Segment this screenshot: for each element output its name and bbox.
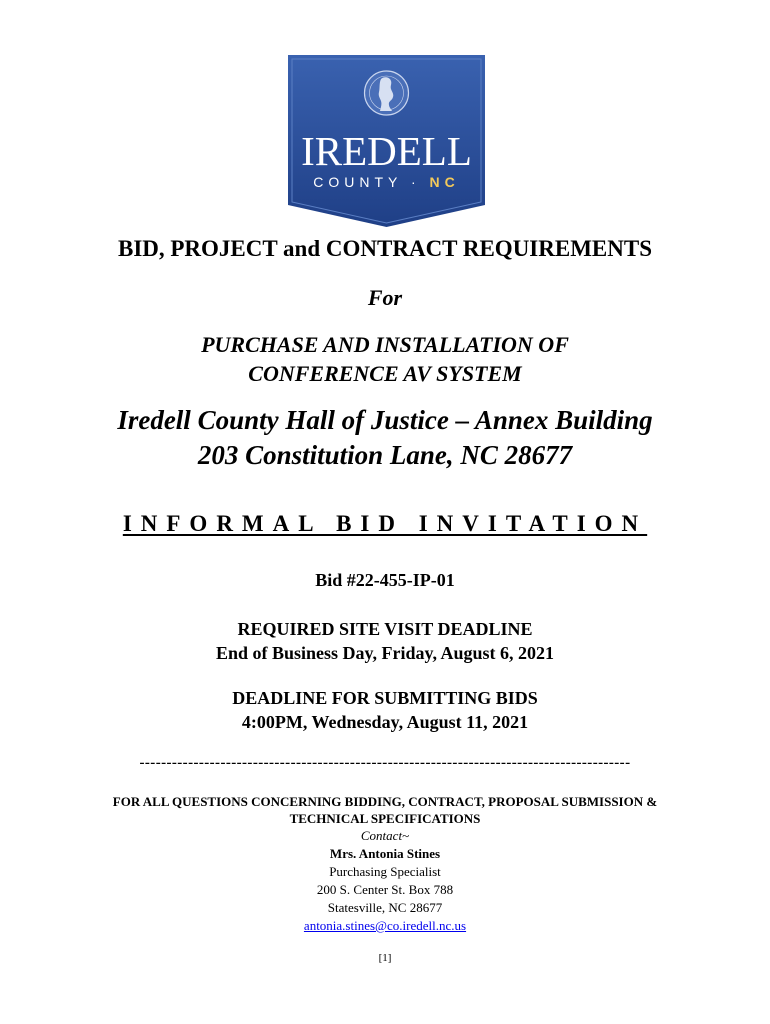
- purchase-line-1: PURCHASE AND INSTALLATION OF: [201, 332, 569, 357]
- iredell-county-logo: [288, 55, 485, 227]
- contact-email-link[interactable]: antonia.stines@co.iredell.nc.us: [303, 918, 467, 933]
- dashed-divider: -------------------------------------------------------------------------------------------: [139, 755, 631, 771]
- informal-bid-invitation-text: INFORMAL BID INVITATION: [122, 511, 648, 536]
- bid-number: Bid #22-455-IP-01: [315, 570, 455, 590]
- for-label: For: [367, 285, 403, 310]
- contact-title: Purchasing Specialist: [329, 864, 441, 879]
- logo-county-text: COUNTY: [313, 174, 403, 190]
- submission-heading: DEADLINE FOR SUBMITTING BIDS: [232, 688, 538, 708]
- questions-line-2: TECHNICAL SPECIFICATIONS: [289, 811, 481, 826]
- document-title: BID, PROJECT and CONTRACT REQUIREMENTS: [117, 236, 652, 261]
- purchase-heading: [0, 330, 770, 388]
- site-visit-date: End of Business Day, Friday, August 6, 2021: [215, 643, 555, 663]
- page-number: [1]: [378, 952, 392, 964]
- logo-name-text: IREDELL: [301, 128, 472, 174]
- county-seal-icon: [365, 71, 409, 115]
- contact-block: [0, 827, 770, 935]
- site-visit-heading: REQUIRED SITE VISIT DEADLINE: [237, 619, 533, 639]
- location-heading: [0, 403, 770, 473]
- logo-state-text: NC: [429, 174, 460, 190]
- contact-address-2: Statesville, NC 28677: [327, 900, 443, 915]
- submission-date: 4:00PM, Wednesday, August 11, 2021: [241, 712, 529, 732]
- contact-label: Contact~: [360, 828, 410, 843]
- contact-name: Mrs. Antonia Stines: [329, 846, 441, 861]
- submission-deadline: [0, 686, 770, 734]
- purchase-line-2: CONFERENCE AV SYSTEM: [248, 361, 522, 386]
- location-line-2: 203 Constitution Lane, NC 28677: [197, 440, 573, 470]
- questions-line-1: FOR ALL QUESTIONS CONCERNING BIDDING, CONTRACT, PROPOSAL SUBMISSION &: [112, 794, 658, 809]
- site-visit-deadline: [0, 617, 770, 665]
- location-line-1: Iredell County Hall of Justice – Annex Building: [117, 405, 653, 435]
- informal-bid-invitation-heading: [0, 509, 770, 539]
- logo-subtitle: [288, 173, 485, 191]
- contact-address-1: 200 S. Center St. Box 788: [316, 882, 454, 897]
- logo-separator: ·: [410, 174, 421, 190]
- questions-heading: [0, 793, 770, 827]
